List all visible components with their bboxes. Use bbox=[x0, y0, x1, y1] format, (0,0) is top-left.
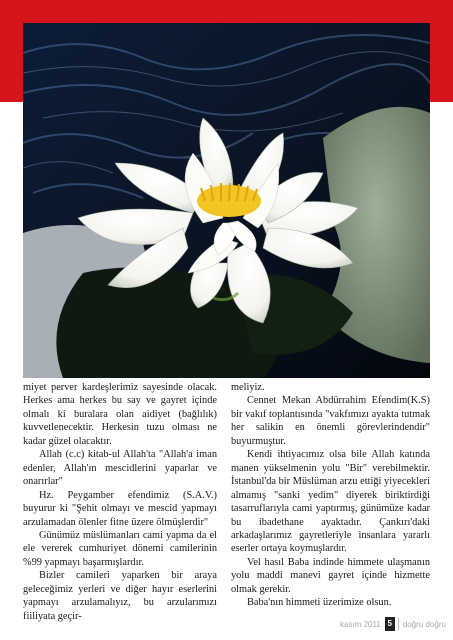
paragraph: miyet perver kardeşlerimiz sayesinde olacak. Herkes ama herkes bu say ve gayret içinde olmalı ki buralara olan aidiyet (bağlılık) kuvvetlenecektir. Herkesin tuzu olması ne kadar güzel olacaktır. bbox=[23, 382, 217, 447]
paragraph: meliyiz. bbox=[231, 382, 265, 393]
footer-divider bbox=[398, 618, 399, 630]
footer-year: 2011 bbox=[363, 619, 381, 629]
water-lily-image bbox=[23, 23, 430, 378]
page-footer bbox=[340, 617, 446, 631]
paragraph: Baba'nın himmeti üzerimize olsun. bbox=[247, 597, 392, 609]
paragraph: Allah (c.c) kitab-ul Allah'ta "Allah'a iman edenler, Allah'ın mescidlerini yaparlar ve onarırlar" bbox=[23, 449, 217, 488]
footer-month: kasım bbox=[340, 619, 362, 629]
right-text-column bbox=[231, 381, 430, 610]
paragraph: Vel hasıl Baba indinde himmete ulaşmanın yolu maddi manevi gayret içinde hizmette olmak gerekir. bbox=[231, 556, 430, 595]
paragraph: Hz. Peygamber efendimiz (S.A.V.) buyurur ki "Şehit olmayı ve mescid yapmayı arzulamadan ölenler fitne üzere ölmüşlerdir" bbox=[23, 489, 217, 528]
magazine-name: doğru doğru bbox=[402, 619, 446, 629]
paragraph: Bizler camileri yaparken bir araya geleceğimiz yerleri ve diğer hayır eserlerini yapmayı arzulamalıyız, bu arzularımızı fiiliyata geçir- bbox=[23, 570, 217, 622]
page-number-badge: 5 bbox=[385, 617, 395, 631]
left-text-column bbox=[23, 381, 217, 623]
water-lily-photo bbox=[23, 23, 430, 378]
paragraph: Günümüz müslümanları cami yapma da el ele vererek cumhuriyet dönemi camilerinin %99 yapmayı başarmışlardır. bbox=[23, 529, 217, 568]
paragraph: Cennet Mekan Abdürrahim Efendim(K.S) bir vakıf toplantısında "vakfımızı ayakta tutmak her salikin en önemli görevlerindendir" buyurmuştur. bbox=[231, 395, 430, 447]
paragraph: Kendi ihtiyacımız olsa bile Allah katında manen yükselmenin yolu "Bir" verebilmektir. İstanbul'da bir Müslüman arzu ettiği yiyecekleri almamış "sanki yedim" diyerek biriktirdiği tasarruflarıyla cami yaptırmış, günümüze kadar bu ibadethane ayaktadır. Çankırı'daki arkadaşlarımız gayretleriyle insanlara yararlı eserler ortaya koymuşlardır. bbox=[231, 449, 430, 555]
